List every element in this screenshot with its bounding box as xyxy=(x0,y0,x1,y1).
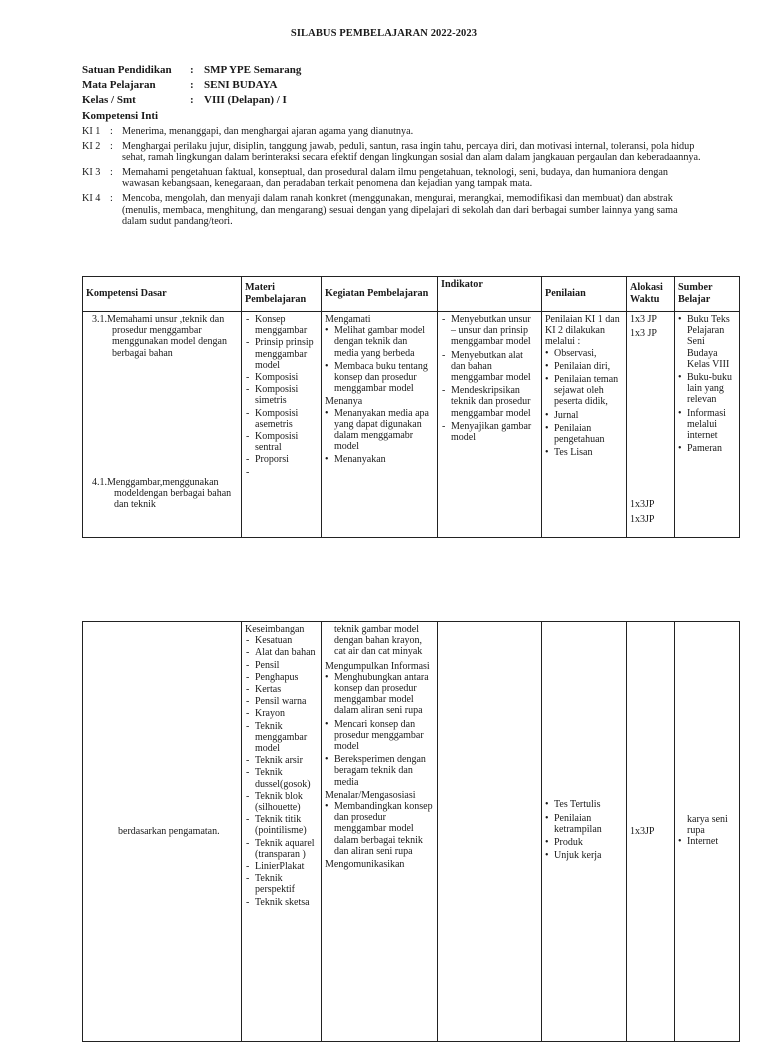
cell-indikator xyxy=(438,312,542,538)
list-item: • Menanyakan xyxy=(325,454,434,465)
list-item: • Melihat gambar model dengan teknik dan media yang berbeda xyxy=(325,325,434,359)
sumber-text: karya seni rupa xyxy=(687,813,728,836)
cell-penilaian xyxy=(542,622,627,1042)
list-item: - Menyajikan gambar model xyxy=(441,421,538,443)
kegiatan-list xyxy=(325,408,434,466)
list-item: • Penilaian pengetahuan xyxy=(545,423,623,445)
alokasi-value: 1x3 JP xyxy=(630,328,657,340)
list-item: • Mencari konsep dan prosedur menggambar model xyxy=(325,719,434,753)
kegiatan-list xyxy=(325,325,434,394)
ki-colon: : xyxy=(110,126,113,137)
header-kompetensi-dasar: Kompetensi Dasar xyxy=(83,277,242,312)
list-item: - Prinsip prinsip menggambar model xyxy=(245,337,318,371)
list-item: - LinierPlakat xyxy=(245,861,318,872)
list-item: - Pensil xyxy=(245,660,318,671)
list-item: - Konsep menggambar xyxy=(245,314,318,336)
identity-block xyxy=(82,63,301,108)
sumber-list xyxy=(678,314,736,454)
identity-colon: : xyxy=(190,64,194,76)
header-sumber: Sumber Belajar xyxy=(675,277,740,312)
cell-kompetensi-dasar xyxy=(83,622,242,1042)
list-item: - Teknik sketsa xyxy=(245,897,318,908)
identity-value: SENI BUDAYA xyxy=(204,79,278,91)
cell-kegiatan xyxy=(322,622,438,1042)
alokasi-value: 1x3 JP xyxy=(630,314,657,325)
penilaian-list xyxy=(545,348,623,459)
list-item: • Buku-buku lain yang relevan xyxy=(678,372,736,406)
ki-item xyxy=(82,193,702,228)
list-item: • Membandingkan konsep dan prosedur menggambar model dalam berbagai teknik dan aliran seni rupa xyxy=(325,801,434,857)
list-item: - Alat dan bahan xyxy=(245,647,318,658)
cell-sumber xyxy=(675,312,740,538)
cell-kegiatan xyxy=(322,312,438,538)
list-item: • Tes Tertulis xyxy=(545,799,623,810)
cell-materi xyxy=(242,622,322,1042)
penilaian-intro: Penilaian KI 1 dan KI 2 dilakukan melalui : xyxy=(545,314,620,348)
list-item: - Komposisi xyxy=(245,372,318,383)
alokasi-value: 1x3JP xyxy=(630,825,655,837)
list-item: - Teknik perspektif xyxy=(245,873,318,895)
document-title: SILABUS PEMBELAJARAN 2022-2023 xyxy=(290,28,478,39)
list-item: - Komposisi asemetris xyxy=(245,408,318,430)
list-item: - Teknik blok (silhouette) xyxy=(245,791,318,813)
list-item: • Produk xyxy=(545,837,623,848)
materi-list xyxy=(245,635,318,908)
ki-colon: : xyxy=(110,192,113,204)
list-item: - Proporsi xyxy=(245,454,318,465)
identity-row-subject xyxy=(82,78,301,93)
ki-text: Menghargai perilaku jujur, disiplin, tanggung jawab, peduli, santun, rasa ingin tahu, percaya diri, dan motivasi internal, toleransi, pola hidup sehat, ramah lingkungan dalam berinteraksi secara efektif dengan lingkungan sosial dan alam dalam jangkauan pergaulan dan keberadaannya. xyxy=(122,140,701,164)
list-item: - Teknik titik (pointilisme) xyxy=(245,814,318,836)
list-item: - Menyebutkan unsur – unsur dan prinsip menggambar model xyxy=(441,314,538,348)
ki-text: Menerima, menanggapi, dan menghargai ajaran agama yang dianutnya. xyxy=(122,126,414,137)
list-item: • Menghubungkan antara konsep dan prosedur menggambar model dalam aliran seni rupa xyxy=(325,672,434,717)
materi-list xyxy=(245,314,318,466)
cell-sumber xyxy=(675,622,740,1042)
syllabus-table-part-2 xyxy=(82,621,740,1042)
identity-key: Mata Pelajaran xyxy=(82,79,156,91)
ki-item xyxy=(82,141,702,164)
table-header-row xyxy=(83,277,740,312)
materi-first: Keseimbangan xyxy=(245,624,305,635)
kompetensi-inti-heading: Kompetensi Inti xyxy=(82,110,159,122)
list-item: - Teknik dussel(gosok) xyxy=(245,767,318,789)
ki-text: Memahami pengetahuan faktual, konseptual, dan prosedural dalam ilmu pengetahuan, teknologi, seni, budaya, dan humaniora dengan wawasan kebangsaan, kenegaraan, dan peradaban terkait penomena dan kejadian yang tampak mata. xyxy=(122,166,668,190)
list-item: • Informasi melalui internet xyxy=(678,408,736,442)
list-item: - Krayon xyxy=(245,708,318,719)
ki-code: KI 2 xyxy=(82,140,101,152)
ki-code: KI 1 xyxy=(82,126,101,137)
kompetensi-inti-list xyxy=(82,126,702,231)
header-alokasi: Alokasi Waktu xyxy=(627,277,675,312)
header-indikator: Indikator xyxy=(438,277,542,312)
header-kegiatan: Kegiatan Pembelajaran xyxy=(322,277,438,312)
list-item: - Kesatuan xyxy=(245,635,318,646)
table-row xyxy=(83,622,740,1042)
list-item: - Pensil warna xyxy=(245,696,318,707)
kegiatan-heading: Menanya xyxy=(325,396,363,408)
list-item: • Tes Lisan xyxy=(545,447,623,458)
header-materi: Materi Pembelajaran xyxy=(242,277,322,312)
list-item: • Jurnal xyxy=(545,410,623,421)
kegiatan-heading: Mengomunikasikan xyxy=(325,859,405,871)
kegiatan-continuation: teknik gambar model dengan bahan krayon, cat air dan cat minyak xyxy=(334,624,423,658)
list-item: • Penilaian diri, xyxy=(545,361,623,372)
list-item: - Mendeskripsikan teknik dan prosedur menggambar model xyxy=(441,385,538,419)
list-item: • Observasi, xyxy=(545,348,623,359)
list-item: - Komposisi sentral xyxy=(245,431,318,453)
alokasi-value: 1x3JP xyxy=(630,513,655,525)
identity-row-class xyxy=(82,93,301,108)
kegiatan-heading: Mengumpulkan Informasi xyxy=(325,660,430,672)
kegiatan-list xyxy=(325,672,434,788)
list-item: - Komposisi simetris xyxy=(245,384,318,406)
ki-item xyxy=(82,167,702,190)
list-item: - Penghapus xyxy=(245,672,318,683)
list-item: • Bereksperimen dengan beragam teknik dan media xyxy=(325,754,434,788)
identity-key: Satuan Pendidikan xyxy=(82,64,172,76)
ki-code: KI 4 xyxy=(82,192,101,204)
cell-alokasi xyxy=(627,312,675,538)
list-item: • Menanyakan media apa yang dapat digunakan dalam menggamabr model xyxy=(325,408,434,453)
list-item: - Teknik menggambar model xyxy=(245,721,318,755)
kegiatan-heading: Menalar/Mengasosiasi xyxy=(325,789,416,801)
ki-colon: : xyxy=(110,140,113,152)
identity-colon: : xyxy=(190,79,194,91)
identity-value: SMP YPE Semarang xyxy=(204,64,302,76)
table-row xyxy=(83,312,740,538)
header-penilaian: Penilaian xyxy=(542,277,627,312)
sumber-list xyxy=(678,836,736,847)
identity-colon: : xyxy=(190,94,194,106)
list-item: • Buku Teks Pelajaran Seni Budaya Kelas VIII xyxy=(678,314,736,370)
identity-value: VIII (Delapan) / I xyxy=(204,94,287,106)
list-item: • Membaca buku tentang konsep dan prosedur menggambar model xyxy=(325,361,434,395)
list-item: - Menyebutkan alat dan bahan menggambar model xyxy=(441,350,538,384)
list-item: - Teknik arsir xyxy=(245,755,318,766)
list-item: • Internet xyxy=(678,836,736,847)
cell-materi xyxy=(242,312,322,538)
list-item: - Teknik aquarel (transparan ) xyxy=(245,838,318,860)
ki-item xyxy=(82,126,702,138)
kegiatan-heading: Mengamati xyxy=(325,314,371,325)
kd-3-1: 3.1.Memahami unsur ,teknik dan prosedur menggambar menggunakan model dengan berbagai bahan xyxy=(92,314,227,359)
ki-text: Mencoba, mengolah, dan menyaji dalam ranah konkret (menggunakan, mengurai, merangkai, memodifikasi dan membuat) dan abstrak (menulis, membaca, menghitung, dan mengarang) sesuai dengan yang dipelajari di sekolah dan dari berbagai sumber lainnya yang sama dalam sudut pandang/teori. xyxy=(122,192,678,228)
cell-alokasi xyxy=(627,622,675,1042)
identity-row-school xyxy=(82,63,301,78)
ki-colon: : xyxy=(110,166,113,178)
cell-penilaian xyxy=(542,312,627,538)
list-item: • Penilaian teman sejawat oleh peserta didik, xyxy=(545,374,623,408)
kd-4-1: 4.1.Menggambar,menggunakan modeldengan berbagai bahan dan teknik xyxy=(92,476,232,511)
cell-indikator xyxy=(438,622,542,1042)
kd-continuation: berdasarkan pengamatan. xyxy=(118,825,220,837)
identity-key: Kelas / Smt xyxy=(82,94,136,106)
cell-kompetensi-dasar xyxy=(83,312,242,538)
list-item: • Unjuk kerja xyxy=(545,850,623,861)
syllabus-table-part-1 xyxy=(82,276,740,538)
list-item: - Kertas xyxy=(245,684,318,695)
list-item: • Penilaian ketrampilan xyxy=(545,813,623,835)
kegiatan-list xyxy=(325,801,434,857)
penilaian-list xyxy=(545,799,623,861)
ki-code: KI 3 xyxy=(82,166,101,178)
list-item: • Pameran xyxy=(678,443,736,454)
alokasi-value: 1x3JP xyxy=(630,499,655,511)
indikator-list xyxy=(441,314,538,443)
